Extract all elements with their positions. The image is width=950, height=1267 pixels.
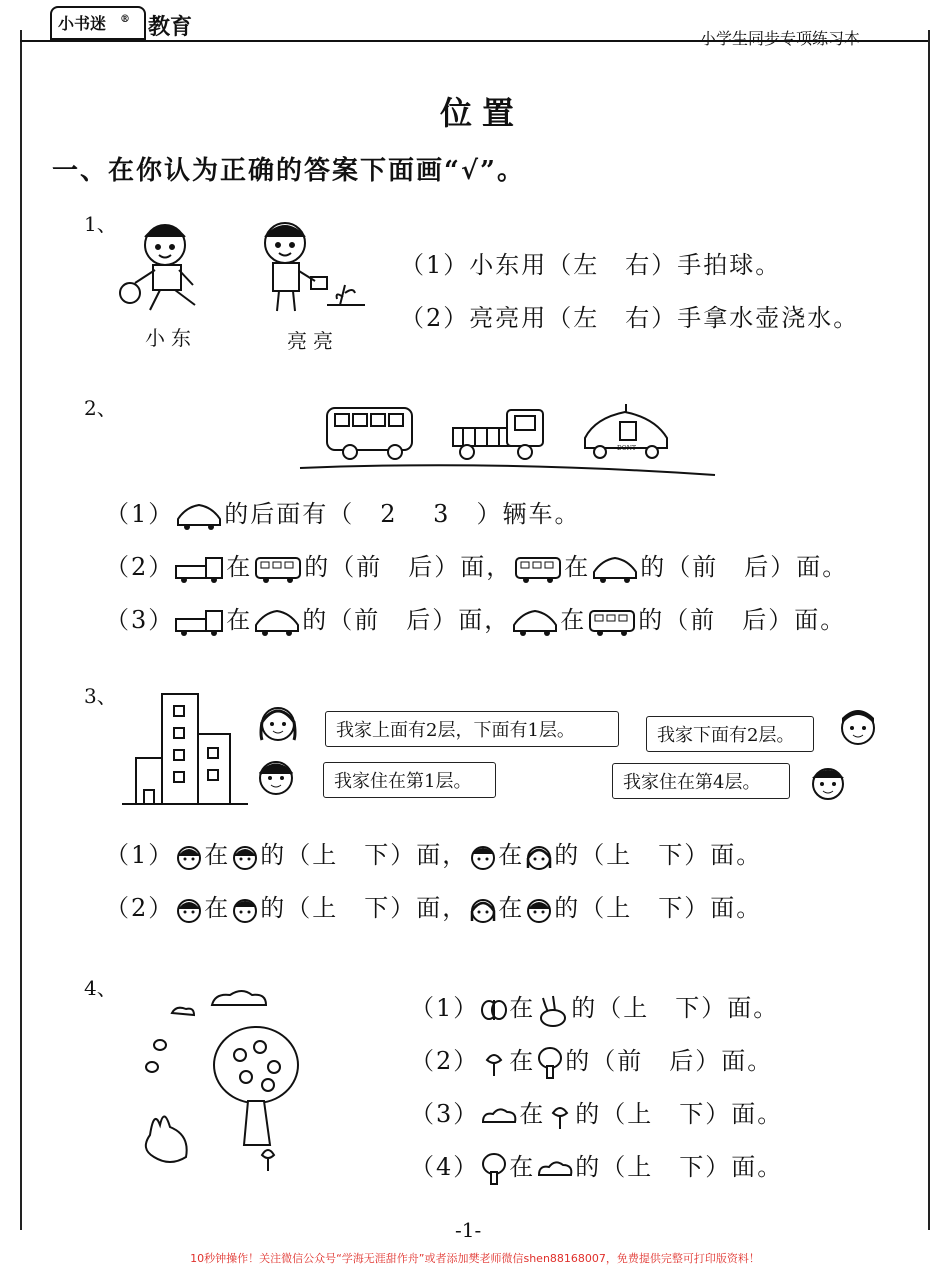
- footer-promo-text: 10秒钟操作！关注微信公众号“学海无涯甜作舟”或者添加樊老师微信shen88168007，免费提供完整可打印版资料！: [190, 1252, 760, 1265]
- publisher-logo: [50, 6, 200, 40]
- q4-item-4: [410, 1147, 783, 1186]
- question-number-3: 3、: [84, 684, 117, 708]
- name-liangliang: 亮亮: [287, 329, 339, 353]
- truck: [453, 410, 543, 459]
- girl-avatar: [256, 700, 300, 744]
- question-number-4: 4、: [84, 976, 117, 1000]
- q2-item-2-number: （2）: [105, 553, 175, 581]
- flower-icon: [545, 1101, 575, 1131]
- q3-item-2-word-d: 的（上 下）面。: [554, 894, 763, 922]
- boy-face-icon: [230, 842, 260, 872]
- butterfly-2: [146, 1062, 158, 1072]
- q4-item-1-number: （1）: [410, 994, 480, 1022]
- q3-item-1: [105, 835, 762, 872]
- speech-bubble-3: 我家下面有2层。: [646, 716, 814, 752]
- q2-item-3-word-b: 的（前 后）面，: [302, 606, 511, 634]
- boy-face-icon: [174, 842, 204, 872]
- car-icon: [174, 501, 224, 531]
- car: [585, 404, 667, 458]
- rabbit-icon: [535, 992, 571, 1028]
- rabbit: [146, 1116, 187, 1162]
- q4-item-1-word-b: 的（上 下）面。: [571, 994, 780, 1022]
- cloud-icon: [479, 1104, 519, 1128]
- q2-item-3: [105, 600, 846, 637]
- speech-bubble-1: 我家上面有2层，下面有1层。: [325, 711, 619, 747]
- section-heading: 一、在你认为正确的答案下面画“√”。: [52, 156, 525, 186]
- q3-item-1-word-b: 的（上 下）面，: [260, 841, 469, 869]
- car-icon: [590, 554, 640, 584]
- boy-avatar-2: [836, 704, 880, 748]
- bus-icon: [586, 607, 638, 637]
- bus-icon: [512, 554, 564, 584]
- bus-icon: [252, 554, 304, 584]
- girl-face-icon: [468, 895, 498, 925]
- q1-item-1: （1）小东用（左 右）手拍球。: [400, 251, 782, 279]
- tree-crown: [214, 1027, 298, 1103]
- q4-item-2-word-a: 在: [509, 1047, 536, 1075]
- q1-children-illustration: [115, 215, 375, 325]
- q2-item-3-word-c: 在: [560, 606, 587, 634]
- flower: [262, 1150, 274, 1171]
- q4-item-1: [410, 988, 779, 1028]
- logo-suffix: 教育: [148, 14, 193, 40]
- series-title: 小学生同步专项练习本: [700, 29, 861, 48]
- q3-item-1-word-c: 在: [498, 841, 525, 869]
- bus: [327, 408, 412, 459]
- q3-item-2-number: （2）: [105, 894, 175, 922]
- logo-registered-mark: ®: [120, 14, 130, 25]
- tree-icon: [479, 1152, 509, 1186]
- q2-item-3-number: （3）: [105, 606, 175, 634]
- page-title: 位置: [440, 94, 525, 132]
- road-line: [300, 465, 715, 475]
- cap-boy-avatar: [806, 760, 850, 804]
- q4-item-3-word-a: 在: [519, 1100, 546, 1128]
- q1-item-2: （2）亮亮用（左 右）手拿水壶浇水。: [400, 304, 860, 332]
- apartment-building: [120, 690, 250, 808]
- q3-item-1-word-a: 在: [204, 841, 231, 869]
- question-number-2: 2、: [84, 396, 117, 420]
- ball: [120, 283, 140, 303]
- name-xiaodong: 小东: [145, 326, 197, 350]
- speech-bubble-4: 我家住在第4层。: [612, 763, 790, 799]
- speech-bubble-2: 我家住在第1层。: [323, 762, 496, 798]
- q4-item-3-number: （3）: [410, 1100, 480, 1128]
- q3-item-2-word-b: 的（上 下）面，: [260, 894, 469, 922]
- q3-item-1-number: （1）: [105, 841, 175, 869]
- liangliang-figure: [265, 223, 365, 311]
- tree-scene-illustration: [130, 985, 310, 1185]
- q4-item-4-word-a: 在: [509, 1153, 536, 1181]
- cloud-icon: [535, 1157, 575, 1181]
- q2-item-1-number: （1）: [105, 500, 175, 528]
- truck-icon: [174, 554, 226, 584]
- q4-item-4-word-b: 的（上 下）面。: [575, 1153, 784, 1181]
- cloud: [212, 991, 266, 1005]
- q2-item-2-word-a: 在: [226, 553, 253, 581]
- q2-item-3-word-a: 在: [226, 606, 253, 634]
- truck-icon: [174, 607, 226, 637]
- cap-boy-face-icon: [468, 842, 498, 872]
- q2-item-3-word-d: 的（前 后）面。: [638, 606, 847, 634]
- q2-item-1: [105, 494, 580, 531]
- page-border-left: [20, 30, 22, 1230]
- q2-vehicles-illustration: [295, 400, 720, 480]
- tree-trunk: [244, 1101, 270, 1145]
- girl-face-icon: [524, 842, 554, 872]
- car-icon: [510, 607, 560, 637]
- q4-item-3-word-b: 的（上 下）面。: [575, 1100, 784, 1128]
- page-border-right: [928, 30, 930, 1230]
- q4-item-4-number: （4）: [410, 1153, 480, 1181]
- q2-item-2-word-b: 的（前 后）面，: [304, 553, 513, 581]
- tree-icon: [535, 1046, 565, 1080]
- question-number-1: 1、: [84, 212, 117, 236]
- q4-item-2-word-b: 的（前 后）面。: [565, 1047, 774, 1075]
- q3-item-2-word-c: 在: [498, 894, 525, 922]
- logo-text: 小书迷: [58, 14, 107, 33]
- q4-item-2: [410, 1041, 773, 1080]
- xiaodong-figure: [135, 225, 195, 310]
- q4-item-1-word-a: 在: [509, 994, 536, 1022]
- cap-boy-face-icon: [230, 895, 260, 925]
- q3-item-2-word-a: 在: [204, 894, 231, 922]
- butterfly-icon: [479, 995, 509, 1025]
- q2-item-1-text: 的后面有（ 2 3 ）辆车。: [224, 500, 581, 528]
- q2-item-2: [105, 547, 848, 584]
- boy-face-icon: [524, 895, 554, 925]
- q3-item-2: [105, 888, 762, 925]
- butterfly-1: [154, 1040, 166, 1050]
- small-cloud: [172, 1008, 194, 1015]
- q2-item-2-word-d: 的（前 后）面。: [640, 553, 849, 581]
- boy-avatar-1: [254, 756, 298, 800]
- car-sign-text: DONT: [617, 445, 636, 452]
- flower-icon: [479, 1048, 509, 1078]
- page-number: -1-: [455, 1218, 482, 1242]
- q4-item-2-number: （2）: [410, 1047, 480, 1075]
- car-icon: [252, 607, 302, 637]
- q4-item-3: [410, 1094, 783, 1131]
- q2-item-2-word-c: 在: [564, 553, 591, 581]
- boy-face-icon: [174, 895, 204, 925]
- q3-item-1-word-d: 的（上 下）面。: [554, 841, 763, 869]
